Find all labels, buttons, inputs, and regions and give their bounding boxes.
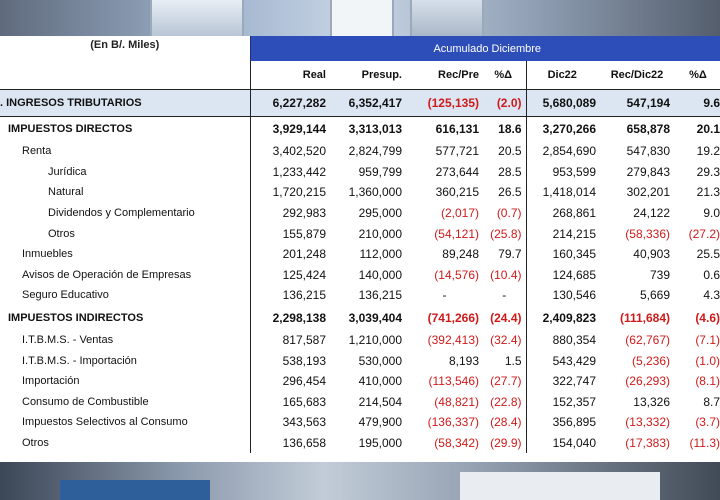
- table-cell: 13,326: [633, 394, 670, 409]
- table-cell: 279,843: [626, 164, 670, 179]
- background-photo-top: [0, 0, 720, 36]
- header-row-group: [0, 36, 720, 61]
- table-cell: 160,345: [526, 244, 602, 265]
- table-cell: 136,215: [358, 288, 402, 303]
- table-row: [0, 412, 720, 433]
- table-cell: 2,298,138: [272, 310, 326, 325]
- table-cell: 9.0: [703, 206, 720, 221]
- table-cell: 3,270,266: [526, 117, 602, 142]
- table-cell: 2,824,799: [348, 144, 402, 159]
- table-cell: (113,546): [428, 374, 479, 389]
- column-header: Rec/Pre: [438, 69, 479, 81]
- table-cell: 322,747: [526, 371, 602, 392]
- background-photo-bottom: [0, 462, 720, 500]
- row-label: I.T.B.M.S. - Ventas: [0, 330, 250, 351]
- table-cell: (2.0): [485, 90, 526, 117]
- table-row: [0, 350, 720, 371]
- table-cell: (28.4): [490, 415, 522, 430]
- table-cell: 530,000: [358, 353, 402, 368]
- row-label: Importación: [0, 371, 250, 392]
- table-cell: 343,563: [282, 415, 326, 430]
- table-cell: 24,122: [633, 206, 670, 221]
- row-label: Otros: [0, 433, 250, 454]
- table-cell: (27.2): [688, 226, 720, 241]
- sign-shape: [60, 480, 210, 500]
- table-cell: (54,121): [434, 226, 479, 241]
- row-label: I.T.B.M.S. - Importación: [0, 350, 250, 371]
- table-cell: 8,193: [448, 353, 479, 368]
- table-cell: 577,721: [435, 144, 479, 159]
- table-cell: 89,248: [442, 247, 479, 262]
- table-cell: 302,201: [626, 185, 670, 200]
- table-cell: 214,215: [526, 223, 602, 244]
- table-cell: (741,266): [427, 310, 479, 325]
- row-label: Jurídica: [0, 162, 250, 183]
- table-cell: 360,215: [435, 185, 479, 200]
- table-cell: 19.2: [696, 144, 720, 159]
- table-row: [0, 141, 720, 162]
- table-cell: 658,878: [626, 122, 670, 136]
- table-cell: -: [502, 288, 507, 303]
- table-cell: (58,342): [434, 436, 479, 451]
- table-cell: 9.6: [676, 90, 720, 117]
- table-cell: (29.9): [490, 436, 522, 451]
- table-cell: 3,313,013: [348, 122, 402, 136]
- row-label: IMPUESTOS INDIRECTOS: [0, 306, 250, 330]
- table-cell: 739: [649, 267, 670, 282]
- table-cell: 1,720,215: [272, 185, 326, 200]
- table-cell: 1.5: [504, 353, 522, 368]
- table-cell: 136,658: [282, 436, 326, 451]
- table-cell: 292,983: [282, 206, 326, 221]
- table-cell: 5,669: [639, 288, 670, 303]
- column-header: Dic22: [526, 61, 602, 90]
- column-header: Presup.: [361, 69, 402, 81]
- table-cell: (8.1): [695, 374, 720, 389]
- table-row: [0, 433, 720, 454]
- table-cell: (13,332): [625, 415, 670, 430]
- table-row: [0, 371, 720, 392]
- table-cell: 5,680,089: [526, 90, 602, 117]
- table-cell: 40,903: [633, 247, 670, 262]
- table-cell: (392,413): [427, 333, 479, 348]
- row-label: Consumo de Combustible: [0, 392, 250, 413]
- table-cell: 3,039,404: [348, 310, 402, 325]
- table-cell: 3,929,144: [272, 122, 326, 136]
- table-cell: 547,830: [626, 144, 670, 159]
- table-cell: 140,000: [358, 267, 402, 282]
- table-cell: (48,821): [434, 394, 479, 409]
- table-cell: 165,683: [282, 394, 326, 409]
- table-cell: (10.4): [490, 267, 522, 282]
- table-cell: (0.7): [496, 206, 522, 221]
- table-cell: (136,337): [427, 415, 479, 430]
- table-cell: 152,357: [526, 392, 602, 413]
- table-cell: (27.7): [490, 374, 522, 389]
- table-row: [0, 285, 720, 306]
- row-label: Inmuebles: [0, 244, 250, 265]
- table-row: [0, 392, 720, 413]
- table-cell: 79.7: [498, 247, 522, 262]
- table-cell: 0.6: [703, 267, 720, 282]
- table-cell: 6,227,282: [250, 90, 332, 117]
- table-cell: (111,684): [619, 310, 670, 325]
- row-label: IMPUESTOS DIRECTOS: [0, 117, 250, 142]
- table-cell: (5,236): [631, 353, 670, 368]
- table-cell: 29.3: [696, 164, 720, 179]
- table-cell: (2,017): [440, 206, 479, 221]
- table-cell: 4.3: [703, 288, 720, 303]
- table-cell: 18.6: [498, 122, 522, 136]
- table-cell: 538,193: [282, 353, 326, 368]
- table-cell: (3.7): [695, 415, 720, 430]
- table-cell: 210,000: [358, 226, 402, 241]
- table-cell: 28.5: [498, 164, 522, 179]
- table-cell: 8.7: [703, 394, 720, 409]
- table-cell: (125,135): [408, 90, 485, 117]
- table-cell: 295,000: [358, 206, 402, 221]
- table-cell: 130,546: [526, 285, 602, 306]
- table-cell: 195,000: [358, 436, 402, 451]
- table-cell: 547,194: [602, 90, 676, 117]
- table-row: [0, 117, 720, 142]
- table-cell: 1,418,014: [526, 182, 602, 203]
- table-cell: 479,900: [358, 415, 402, 430]
- table-row: [0, 244, 720, 265]
- table-cell: 410,000: [358, 374, 402, 389]
- tax-revenue-table: [0, 36, 720, 453]
- table-cell: (26,293): [625, 374, 670, 389]
- unit-label: (En B/. Miles): [90, 39, 160, 51]
- table-cell: (1.0): [695, 353, 720, 368]
- table-cell: (62,767): [625, 333, 670, 348]
- row-label: Seguro Educativo: [0, 285, 250, 306]
- table-cell: 124,685: [526, 265, 602, 286]
- table-cell: (24.4): [490, 310, 522, 325]
- table-cell: 25.5: [696, 247, 720, 262]
- table-cell: 112,000: [359, 247, 402, 262]
- table-cell: -: [442, 288, 447, 303]
- table-cell: 214,504: [358, 394, 402, 409]
- table-cell: 155,879: [282, 226, 326, 241]
- table-cell: 356,895: [526, 412, 602, 433]
- row-label: Natural: [0, 182, 250, 203]
- table-cell: (25.8): [490, 226, 522, 241]
- table-row: [0, 330, 720, 351]
- table-cell: 21.3: [696, 185, 720, 200]
- table-cell: 2,854,690: [526, 141, 602, 162]
- sign-shape: [460, 472, 660, 500]
- table-cell: 543,429: [526, 350, 602, 371]
- table-cell: 20.5: [498, 144, 522, 159]
- table-cell: 817,587: [282, 333, 326, 348]
- table-cell: 20.1: [696, 122, 720, 136]
- table-cell: 136,215: [282, 288, 326, 303]
- table-cell: 154,040: [526, 433, 602, 454]
- row-label: Avisos de Operación de Empresas: [0, 265, 250, 286]
- table-cell: 1,210,000: [348, 333, 402, 348]
- building-shape: [410, 0, 484, 36]
- header-row-columns: [0, 61, 720, 90]
- table-cell: (11.3): [689, 436, 720, 451]
- row-label: . INGRESOS TRIBUTARIOS: [0, 90, 250, 117]
- table-cell: 1,360,000: [348, 185, 402, 200]
- table-cell: 616,131: [435, 122, 479, 136]
- table-row: [0, 265, 720, 286]
- table-cell: 26.5: [498, 185, 522, 200]
- table-row: [0, 306, 720, 330]
- column-header: %Δ: [494, 69, 513, 81]
- table-row: [0, 223, 720, 244]
- column-header: Real: [302, 69, 326, 81]
- table-row: [0, 182, 720, 203]
- column-header: %Δ: [689, 69, 707, 81]
- table-cell: (22.8): [490, 394, 522, 409]
- building-shape: [330, 0, 394, 36]
- table-cell: 6,352,417: [332, 90, 408, 117]
- table-cell: 953,599: [526, 162, 602, 183]
- table-row: [0, 162, 720, 183]
- table-row: [0, 203, 720, 224]
- table-cell: (32.4): [490, 333, 522, 348]
- table-row: [0, 90, 720, 117]
- table-cell: (17,383): [625, 436, 670, 451]
- row-label: Renta: [0, 141, 250, 162]
- building-shape: [150, 0, 244, 36]
- table-cell: 268,861: [526, 203, 602, 224]
- group-header: Acumulado Diciembre: [250, 36, 720, 61]
- table-cell: (7.1): [695, 333, 720, 348]
- row-label: Otros: [0, 223, 250, 244]
- header-blank: [0, 61, 250, 90]
- table-cell: 880,354: [526, 330, 602, 351]
- row-label: Dividendos y Complementario: [0, 203, 250, 224]
- table-cell: (58,336): [625, 226, 670, 241]
- row-label: Impuestos Selectivos al Consumo: [0, 412, 250, 433]
- table-cell: 3,402,520: [272, 144, 326, 159]
- table-cell: 959,799: [358, 164, 402, 179]
- table-cell: 2,409,823: [526, 306, 602, 330]
- table-cell: 201,248: [282, 247, 326, 262]
- table-cell: 296,454: [282, 374, 326, 389]
- column-header: Rec/Dic22: [610, 69, 664, 81]
- table-cell: (4.6): [695, 310, 720, 325]
- table-cell: 273,644: [435, 164, 479, 179]
- table-cell: (14,576): [434, 267, 479, 282]
- revenue-table-sheet: [0, 36, 720, 462]
- table-cell: 1,233,442: [272, 164, 326, 179]
- table-cell: 125,424: [282, 267, 326, 282]
